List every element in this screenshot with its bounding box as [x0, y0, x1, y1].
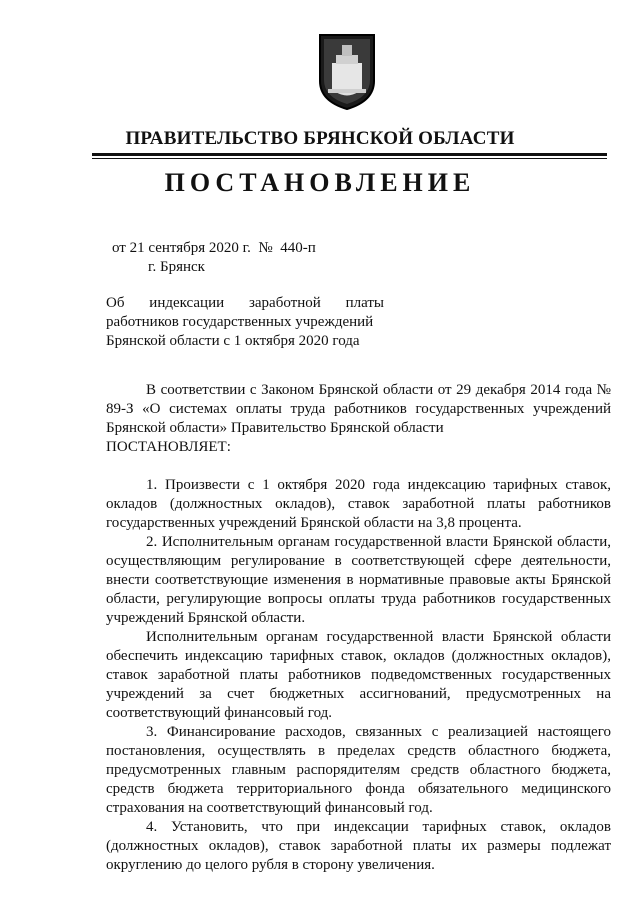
document-body — [106, 381, 611, 875]
government-title: ПРАВИТЕЛЬСТВО БРЯНСКОЙ ОБЛАСТИ — [125, 128, 515, 149]
header-rule-thick — [92, 153, 607, 156]
document-type-title: ПОСТАНОВЛЕНИЕ — [164, 168, 476, 197]
subject-line-1: Об индексации заработной платы — [106, 295, 384, 311]
clause-2: 2. Исполнительным органам государственной власти Брянской области, осуществляющим регулирование в соответствующей сфере деятельности, внести соответствующие изменения в нормативные правовые акты Брянской области, регулирующие вопросы оплаты труда работников государственных учреждений Брянской области. — [106, 534, 611, 626]
date-and-number: от 21 сентября 2020 г. № 440-п — [112, 240, 316, 256]
coat-of-arms-icon — [318, 33, 376, 111]
clause-3: 3. Финансирование расходов, связанных с реализацией настоящего постановления, осуществлять в пределах средств областного бюджета, предусмотренных главным распорядителям средств областного бюджета, средств бюджета территориального фонда обязательного медицинского страхования на соответствующий финансовый год. — [106, 724, 611, 816]
clause-4: 4. Установить, что при индексации тарифных ставок, окладов (должностных окладов), ставок заработной платы их размеры подлежат округлению до целого рубля в сторону увеличения. — [106, 819, 611, 873]
clause-1: 1. Произвести с 1 октября 2020 года индексацию тарифных ставок, окладов (должностных окладов), ставок заработной платы работников государственных учреждений Брянской области на 3,8 процента. — [106, 477, 611, 531]
header-rule-thin — [92, 158, 607, 159]
preamble-paragraph: В соответствии с Законом Брянской области от 29 декабря 2014 года № 89-З «О системах оплаты труда работников государственных учреждений Брянской области» Правительство Брянской области — [106, 382, 611, 436]
document-subject — [106, 294, 384, 351]
city: г. Брянск — [148, 259, 205, 275]
resolves-label: ПОСТАНОВЛЯЕТ: — [106, 439, 231, 455]
subject-line-3: Брянской области с 1 октября 2020 года — [106, 333, 360, 349]
subject-line-2: работников государственных учреждений — [106, 314, 374, 330]
clause-2-continued: Исполнительным органам государственной власти Брянской области обеспечить индексацию тарифных ставок, окладов (должностных окладов), ставок заработной платы работников подведомственных государственных учреждений за счет бюджетных ассигнований, предусмотренных на соответствующий финансовый год. — [106, 629, 611, 721]
